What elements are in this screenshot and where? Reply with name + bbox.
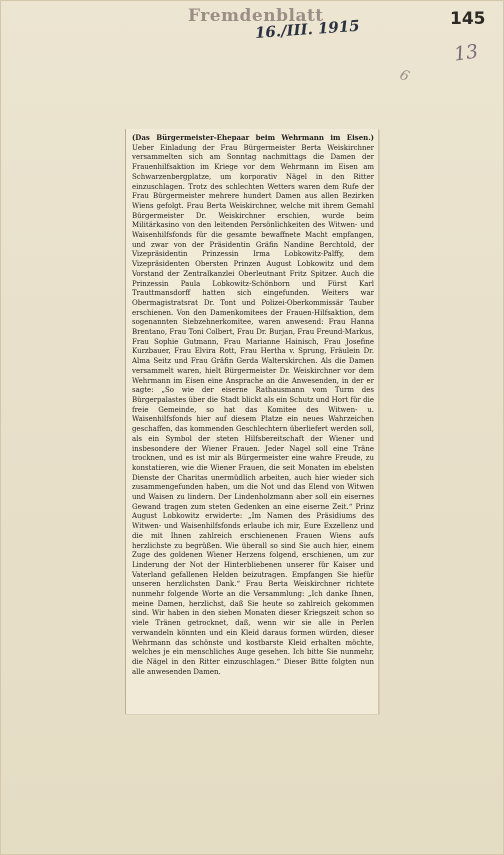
archive-number-mark: 13 <box>452 40 480 66</box>
newspaper-stamp: Fremdenblatt <box>188 6 324 26</box>
newspaper-clipping <box>125 129 379 714</box>
handwritten-date: 16./III. 1915 <box>254 16 361 42</box>
article-body: Ueber Einladung der Frau Bürgermeister Berta Weiskirchner versammelten sich am Sonntag nachmittags die Damen der Frauenhilfsaktion im Kriege vor dem Wehrmann im Eisen am Schwarzenbergplatze, um korporativ Nägel in den Ritter einzuschlagen. Trotz des schlechten Wetters waren dem Rufe der Frau Bürgermeister mehrere hundert Damen aus allen Bezirken Wiens gefolgt. Frau Berta Weiskirchner, welche mit ihrem Gemahl Bürgermeister Dr. Weiskirchner erschien, wurde beim Militärkasino von den leitenden Persönlichkeiten des Witwen- und Waisenhilfsfonds für die gesamte bewaffnete Macht empfangen, und zwar von der Präsidentin Gräfin Nandine Berchtold, der Vizepräsidentin Prinzessin Irma Lobkowitz-Palffy, dem Vizepräsidenten Obersten Prinzen August Lobkowitz und dem Vorstand der Zentralkanzlei Oberleutnant Fritz Spitzer. Auch die Prinzessin Paula Lobkowitz-Schönborn und Fürst Karl Trauttmansdorff hatten sich eingefunden. Weiters war Obermagistratsrat Dr. Tont und Polizei-Oberkommissär Tauber erschienen. Von den Damenkomitees der Frauen-Hilfsaktion, dem sogenannten Siebzehnerkomitee, waren anwesend: Frau Hanna Brentano, Frau Toni Colbert, Frau Dr. Burjan, Frau Freund-Markus, Frau Sophie Gutmann, Frau Marianne Hainisch, Frau Josefine Kurzbauer, Frau Elvira Rott, Frau Hertha v. Sprung, Fräulein Dr. Alma Seitz und Frau Gräfin Gerda Walterskirchen. Als die Damen versammelt waren, hielt Bürgermeister Dr. Weiskirchner vor dem Wehrmann im Eisen eine Ansprache an die Anwesenden, in der er sagte: „So wie der eiserne Rathausmann vom Turm des Bürgerpalastes über die Stadt blickt als ein Schutz und Hort für die freie Gemeinde, so hat das Komitee des Witwen- u. Waisenhilfsfonds hier auf diesem Platze ein neues Wahrzeichen geschaffen, das kommenden Geschlechtern überliefert werden soll, als ein Symbol der steten Hilfsbereitschaft der Wiener und insbesondere der Wiener Frauen. Jeder Nagel soll eine Träne trocknen, und es ist mir als Bürgermeister eine wahre Freude, zu konstatieren, wie die Wiener Frauen, die seit Monaten im ebelsten Dienste der Charitas unermüdlich arbeiten, auch hier wieder sich zusammengefunden haben, um die Not und das Elend von Witwen und Waisen zu lindern. Der Lindenholzmann aber soll ein eisernes Gewand tragen zum steten Gedenken an eine eiserne Zeit.“ Prinz August Lobkowitz erwiderte: „Im Namen des Präsidiums des Witwen- und Waisenhilfsfonds erlaube ich mir, Eure Exzellenz und die mit Ihnen zahlreich erschienenen Frauen Wiens aufs herzlichste zu begrüßen. Wie überall so sind Sie auch hier, einem Zuge des goldenen Wiener Herzens folgend, erschienen, um zur Linderung der Not der Hinterbliebenen unserer für Kaiser und Vaterland gefallenen Helden beizutragen. Empfangen Sie hiefür unseren herzlichsten Dank.“ Frau Berta Weiskirchner richtete nunmehr folgende Worte an die Versammlung: „Ich danke Ihnen, meine Damen, herzlichst, daß Sie heute so zahlreich gekommen sind. Wir haben in den sieben Monaten dieser Kriegszeit schon so viele Tränen getrocknet, daß, wenn wir sie alle in Perlen verwandeln könnten und ein Kleid daraus formen würden, dieser Wehrmann das schönste und kostbarste Kleid erhalten möchte, welches je ein menschliches Auge gesehen. Ich bitte Sie nunmehr, die Nägel in den Ritter einzuschlagen.“ Dieser Bitte folgten nun alle anwesenden Damen. <box>132 143 374 676</box>
article-headline: (Das Bürgermeister-Ehepaar beim Wehrmann im Eisen.) <box>132 133 374 142</box>
pencil-note: 6 <box>397 66 412 86</box>
page-number-stamp: 145 <box>450 9 486 29</box>
article-text <box>132 133 374 677</box>
